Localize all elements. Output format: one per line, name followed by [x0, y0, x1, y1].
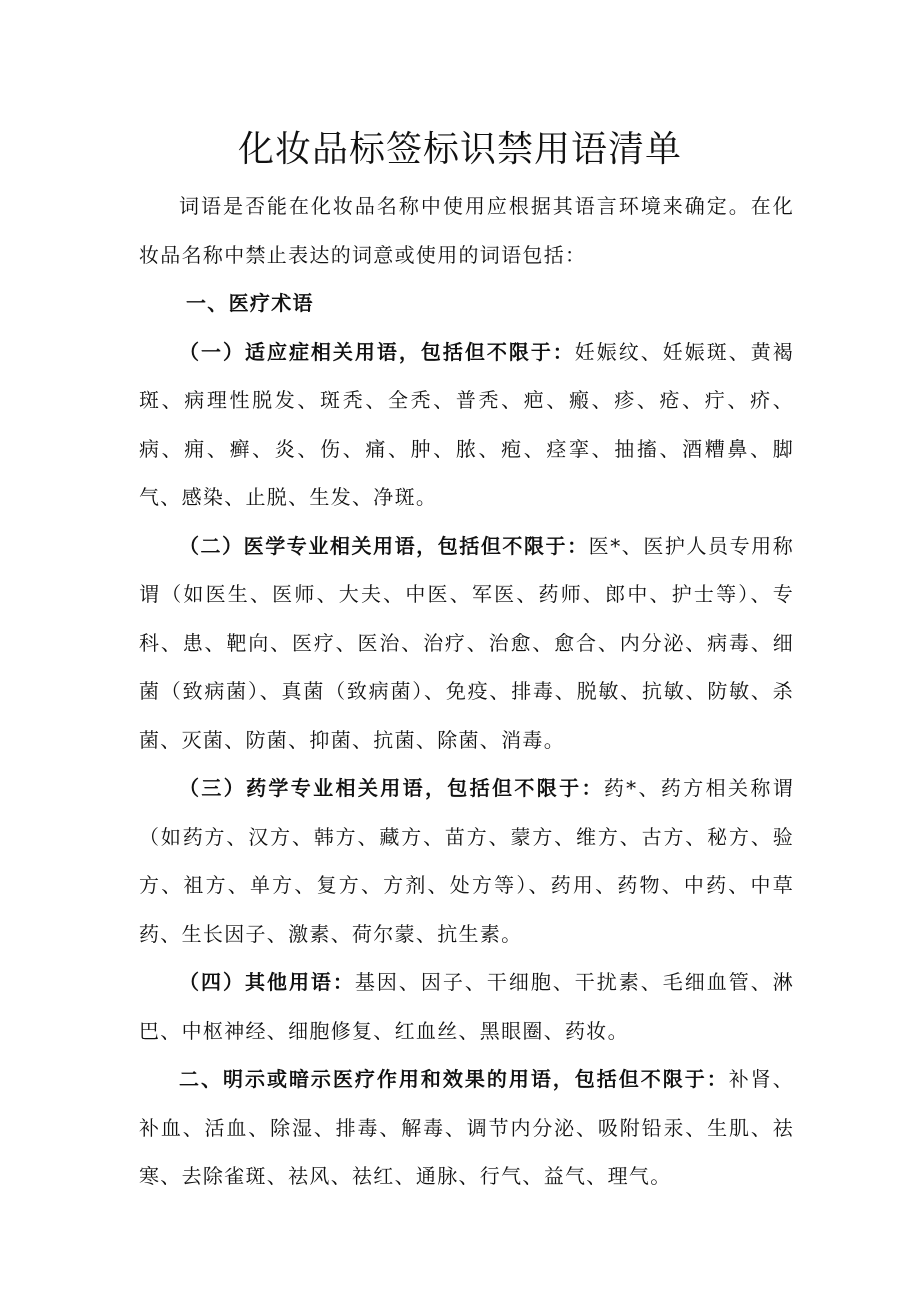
intro-paragraph: 词语是否能在化妆品名称中使用应根据其语言环境来确定。在化妆品名称中禁止表达的词意或使用的词语包括：	[139, 194, 794, 267]
section-1-item-1	[139, 328, 794, 522]
section-2-label: 二、明示或暗示医疗作用和效果的用语，包括但不限于：	[179, 1067, 729, 1091]
item-1-label: （一）适应症相关用语，包括但不限于：	[179, 339, 575, 364]
page-title: 化妆品标签标识禁用语清单	[237, 129, 682, 170]
item-4-label: （四）其他用语：	[179, 970, 355, 994]
section-2-paragraph	[139, 1055, 794, 1201]
item-1-text: 妊娠纹、妊娠斑、黄褐斑、病理性脱发、斑秃、全秃、普秃、疤、瘢、疹、疮、疔、疥、病、痈、癣、炎、伤、痛、肿、脓、疱、痉挛、抽搐、酒糟鼻、脚气、感染、止脱、生发、净斑。	[139, 339, 794, 509]
item-4-text: 基因、因子、干细胞、干扰素、毛细血管、淋巴、中枢神经、细胞修复、红血丝、黑眼圈、药妆。	[139, 970, 795, 1043]
document-body	[139, 182, 794, 1201]
section-1-item-2	[139, 522, 794, 765]
item-3-label: （三）药学专业相关用语，包括但不限于：	[179, 776, 604, 800]
section-2-text: 补肾、补血、活血、除湿、排毒、解毒、调节内分泌、吸附铅汞、生肌、祛寒、去除雀斑、祛风、祛红、通脉、行气、益气、理气。	[139, 1067, 794, 1188]
section-1-item-3	[139, 764, 794, 958]
section-1-heading: 一、医疗术语	[186, 291, 314, 315]
item-3-text: 药*、药方相关称谓（如药方、汉方、韩方、藏方、苗方、蒙方、维方、古方、秘方、验方、祖方、单方、复方、方剂、处方等）、药用、药物、中药、中草药、生长因子、激素、荷尔蒙、抗生素。	[139, 776, 795, 946]
section-1-item-4	[139, 958, 794, 1055]
item-2-label: （二）医学专业相关用语，包括但不限于：	[179, 533, 589, 558]
item-2-text: 医*、医护人员专用称谓（如医生、医师、大夫、中医、军医、药师、郎中、护士等）、专科、患、靶向、医疗、医治、治疗、治愈、愈合、内分泌、病毒、细菌（致病菌）、真菌（致病菌）、免疫、排毒、脱敏、抗敏、防敏、杀菌、灭菌、防菌、抑菌、抗菌、除菌、消毒。	[139, 533, 795, 752]
